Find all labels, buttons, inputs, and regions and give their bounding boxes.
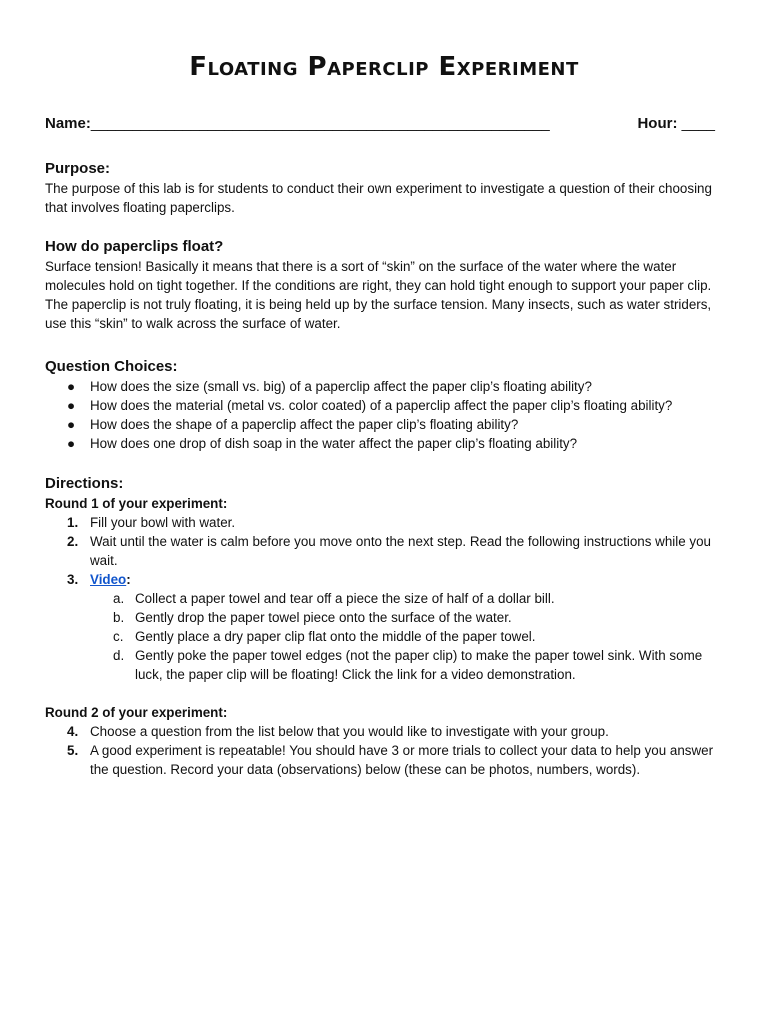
step-4: 4. Choose a question from the list below that you would like to investigate with your group. — [67, 724, 609, 739]
bullet-icon: ● — [67, 379, 76, 394]
round2-section — [45, 703, 720, 779]
round2-steps — [45, 722, 720, 779]
step-2: 2. Wait until the water is calm before you move onto the next step. Read the following instructions while you wait. — [67, 534, 711, 568]
question-choices-heading: Question Choices: — [45, 358, 178, 375]
step-5: 5. A good experiment is repeatable! You should have 3 or more trials to collect your data to help you answer the question. Record your data (observations) below (these can be photos, numbers, words). — [67, 743, 714, 777]
round1-steps — [45, 513, 720, 589]
video-substeps — [45, 589, 720, 684]
question-list — [45, 377, 720, 453]
substep-c: c. Gently place a dry paper clip flat onto the middle of the paper towel. — [113, 629, 536, 644]
directions-section — [45, 474, 720, 684]
question-choices-section — [45, 357, 720, 453]
hour-line: ____ — [681, 115, 715, 132]
round2-label: Round 2 of your experiment: — [45, 705, 228, 720]
step-1: 1. Fill your bowl with water. — [67, 515, 236, 530]
hour-label: Hour: — [637, 115, 678, 132]
how-float-heading: How do paperclips float? — [45, 238, 224, 255]
hour-field[interactable] — [637, 114, 715, 133]
bullet-icon: ● — [67, 398, 76, 413]
video-link[interactable]: Video — [90, 572, 127, 587]
name-label: Name: — [45, 115, 91, 132]
round1-label: Round 1 of your experiment: — [45, 496, 228, 511]
purpose-text: The purpose of this lab is for students to conduct their own experiment to investigate a question of their choosing that involves floating paperclips. — [45, 181, 712, 215]
name-hour-row — [45, 114, 715, 136]
list-item: ● How does one drop of dish soap in the water affect the paper clip’s floating ability? — [67, 436, 578, 451]
name-line: _______________________________________________________ — [90, 115, 550, 132]
step-3: 3. Video: — [67, 572, 131, 587]
page-title: Floating Paperclip Experiment — [189, 52, 579, 82]
bullet-icon: ● — [67, 417, 76, 432]
how-float-text: Surface tension! Basically it means that there is a sort of “skin” on the surface of the water where the water molecules hold on tight together. If the conditions are right, they can hold tight enough to support your paper clip. The paperclip is not truly floating, it is being held up by the surface tension. Many insects, such as water striders, use this “skin” to walk across the surface of water. — [45, 259, 712, 331]
substep-b: b. Gently drop the paper towel piece onto the surface of the water. — [113, 610, 512, 625]
list-item: ● How does the shape of a paperclip affect the paper clip’s floating ability? — [67, 417, 519, 432]
name-field[interactable] — [45, 114, 550, 133]
bullet-icon: ● — [67, 436, 76, 451]
purpose-heading: Purpose: — [45, 160, 111, 177]
how-float-section — [45, 237, 720, 333]
list-item: ● How does the material (metal vs. color coated) of a paperclip affect the paper clip’s floating ability? — [67, 398, 673, 413]
directions-heading: Directions: — [45, 475, 124, 492]
list-item: ● How does the size (small vs. big) of a paperclip affect the paper clip’s floating ability? — [67, 379, 592, 394]
substep-d: d. Gently poke the paper towel edges (not the paper clip) to make the paper towel sink. With some luck, the paper clip will be floating! Click the link for a video demonstration. — [113, 648, 703, 682]
substep-a: a. Collect a paper towel and tear off a piece the size of half of a dollar bill. — [113, 591, 555, 606]
purpose-section — [45, 159, 720, 217]
